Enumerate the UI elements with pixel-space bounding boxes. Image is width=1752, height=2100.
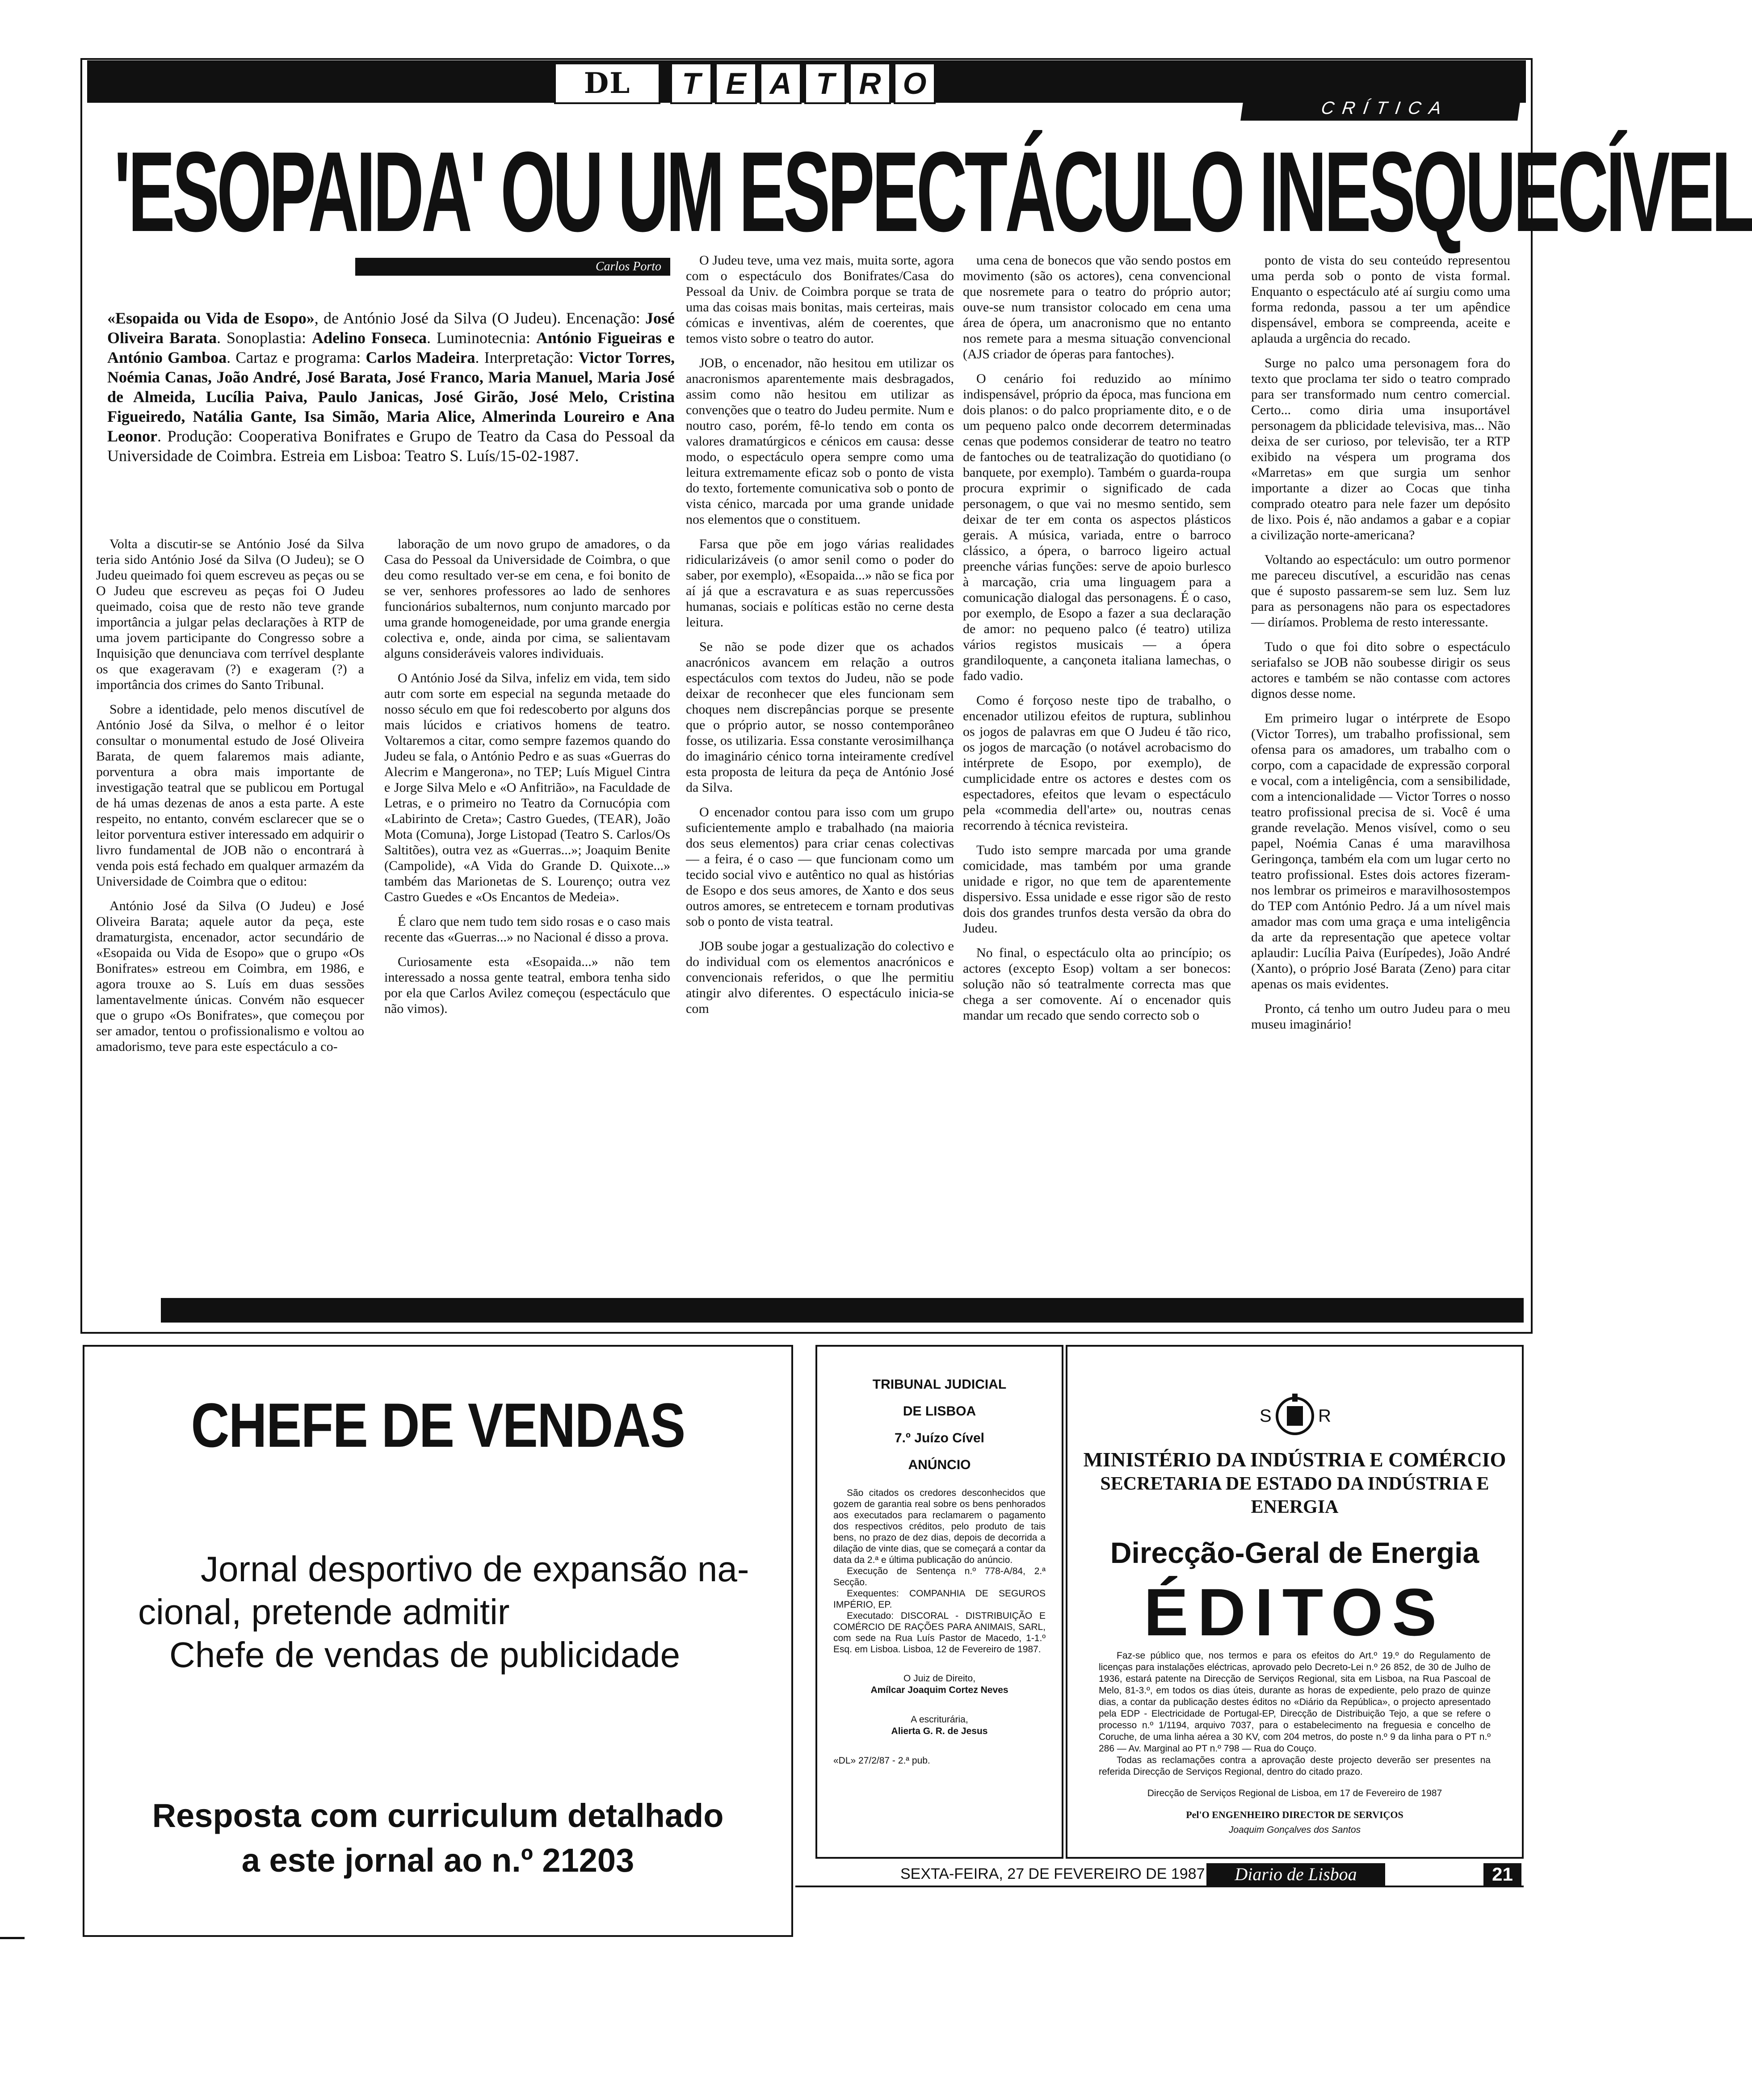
newspaper-logo: DL [554,63,660,104]
secretary-name: SECRETARIA DE ESTADO DA INDÚSTRIA E ENERGIA [1100,1474,1489,1517]
ad-line: Chefe de vendas de publicidade [169,1635,681,1675]
article-column-2 [384,536,670,1025]
edict-signature: Joaquim Gonçalves dos Santos [1228,1825,1361,1835]
notice-line: Exequentes: COMPANHIA DE SEGUROS IMPÉRIO, EP. [833,1588,1046,1610]
credits-text: . Luminotecnia: [427,329,536,347]
edge-mark [0,1937,25,1939]
coat-of-arms-icon [1273,1389,1317,1443]
paragraph: O António José da Silva, infeliz em vida, tem sido autr com sorte em especial na segunda metaade do nosso século em que foi redescoberto por alguns dos mais lúcidos e criativos homens de teatro. Voltaremos a citar, como sempre fazemos quando do Judeu se fala, o António Pedro e as suas «Guerras do Alecrim e Mangerona», no TEP; Luís Miguel Cintra e Jorge Silva Melo e «O Anfitrião», na Faculdade de Letras, e o primeiro no Teatro da Cornucópia com «Labirinto de Creta»; Castro Guedes, (TEAR), João Mota (Comuna), Jorge Listopad (Teatro S. Carlos/Os Saltitões), outra vez as «Guerras...»; Joaquim Benite (Campolide), «A Vida do Grande D. Quixote...» também das Marionetas de S. Lourenço; outra vez Castro Guedes e «Os Encantos de Medeia». [384,671,670,904]
coat-of-arms [1260,1387,1331,1445]
court-section: 7.º Juízo Cível [894,1431,985,1445]
footer-rule [795,1886,1524,1887]
section-letter: E [715,63,757,104]
paragraph: Tudo o que foi dito sobre o espectáculo seriafalso se JOB não soubesse dirigir os seus actores e também se não contasse com actores dignos desse nome. [1251,639,1510,701]
edict-text: Faz-se público que, nos termos e para os efeitos do Art.º 19.º do Regulamento de licenças para instalações eléctricas, aprovado pelo Decreto-Lei n.º 26 852, de 30 de Julho de 1936, estará patente na Direcção de Serviços Regional, sita em Lisboa, na Rua Pascoal de Melo, 81-3.º, em todos os dias úteis, durante as horas de expediente, pelo prazo de quinze dias, a contar da publicação destes éditos no «Diário da República», o projecto apresentado pela EDP - Electricidade de Portugal-EP, Direcção de Distribuição Tejo, a que se refere o processo n.º 1/1194, arquivo 7037, para o estabelecimento na freguesia e concelho de Coruche, de uma linha aérea a 30 KV, com 204 metros, do poste n.º 9 da linha para o PT n.º 286 — Av. Marginal ao PT n.º 798 — Rua do Couço. [1099,1651,1491,1754]
paragraph: É claro que nem tudo tem sido rosas e o caso mais recente das «Guerras...» no Nacional é disso a prova. [384,914,670,945]
paragraph: O cenário foi reduzido ao mínimo indispensável, próprio da época, mas funciona em dois planos: o do palco propriamente dito, e o de um pequeno palco onde decorrem determinadas cenas que podemos considerar de teatro no teatro de fantoches ou de teatralização do quotidiano (o banquete, por exemplo). Também o guarda-roupa procura exprimir o significado de cada personagem, o que vai no mesmo sentido, sem deixar de ter em conta os aspectos plásticos gerais. A música, variada, entre o barroco clássico, a ópera, o barroco ligeiro actual preenche várias funções: serve de apoio burlesco à marcação, cria uma linguagem para a comunicação dialogal das personagens. É o caso, por exemplo, de Esopo a fazer a sua declaração de amor: no pequeno palco (é teatro) utiliza vários registos musicais — a ópera grandiloquente, a cançoneta italiana lamechas, o fado vadio. [963,371,1231,683]
section-letter: A [760,63,802,104]
credits-text: . Sonoplastia: [216,329,312,347]
byline: Carlos Porto [355,258,670,276]
credits-name: José Oliveira Barata [107,309,675,347]
credits-name: Victor Torres, Noémia Canas, João André, José Barata, José Franco, Maria Manuel, Maria José de Almeida, Lucília Paiva, Paulo Janicas, José Girão, José Melo, Cristina Figueiredo, Natália Gante, Isa Simão, Maria Alice, Almerinda Loureiro e Ana Leonor [107,349,675,445]
ad-line: cional, pretende admitir [138,1592,510,1632]
edict-date: Direcção de Serviços Regional de Lisboa, em 17 de Fevereiro de 1987 [1147,1788,1442,1798]
court-name: TRIBUNAL JUDICIAL [872,1377,1007,1392]
credits-name: Carlos Madeira [366,349,475,366]
paragraph: uma cena de bonecos que vão sendo postos em movimento (são os actores), cena convencional que nosremete para o teatro do próprio autor; ouve-se num transistor colocado em cena uma área de ópera, um anacronismo que no entanto nos remete para a mesma situação convencional (AJS criador de óperas para fantoches). [963,253,1231,361]
article-column-5 [1251,252,1510,1041]
edict-text: Todas as reclamações contra a aprovação deste projecto deverão ser presentes na referida Direcção de Serviços Regional, dentro do citado prazo. [1099,1755,1491,1777]
credits-text: , de António José da Silva (O Judeu). Encenação: [314,309,646,327]
notice-body: São citados os credores desconhecidos que gozem de garantia real sobre os bens penhorados aos executados para reclamarem o pagamento dos respectivos créditos, pelo produto de tais bens, no prazo de dez dias, depois de decorrida a dilação de vinte dias, que se começará a contar da data da 2.ª e última publicação do anúncio. [833,1488,1046,1565]
court-notice [815,1345,1063,1859]
notice-line: Execução de Sentença n.º 778-A/84, 2.ª Secção. [833,1566,1046,1588]
article-bottom-rule [161,1298,1524,1323]
ad-body [138,1548,786,1676]
publication-ref: «DL» 27/2/87 - 2.ª pub. [833,1756,930,1766]
paragraph: JOB soube jogar a gestualização do colectivo e do individual com os elementos anacrónicos e convencionais referidos, o que lhe permitiu atingir alvo diferentes. O espectáculo inicia-se com [686,939,954,1016]
ad-line: Jornal desportivo de expansão na- [201,1549,749,1589]
arms-letter: S [1260,1406,1272,1426]
directorate-name: Direcção-Geral de Energia [1110,1536,1479,1569]
section-letter: O [894,63,936,104]
arms-letter: R [1318,1406,1331,1426]
paragraph: Volta a discutir-se se António José da Silva teria sido António José da Silva (O Judeu); se O Judeu queimado foi quem escreveu as peças ou se O Judeu que escreveu as peças foi O Judeu queimado, coisa que de resto não teve grande importância a julgar pelas declarações à RTP de uma jovem participante do Congresso sobre a Inquisição que denunciava com terrível desplante os que exageravam (?) e exageram (?) a importância dos crimes do Santo Tribunal. [96,537,364,692]
paragraph: O Judeu teve, uma vez mais, muita sorte, agora com o espectáculo dos Bonifrates/Casa do Pessoal da Univ. de Coimbra porque se trata de uma das coisas mais bonitas, mais certeiras, mais cómicas e inventivas, além de coerentes, que temos visto sobre o teatro do autor. [686,253,954,346]
judge-name: Amílcar Joaquim Cortez Neves [870,1685,1008,1695]
clerk-title: A escriturária, [911,1714,968,1725]
court-city: DE LISBOA [903,1404,976,1419]
paragraph: Pronto, cá tenho um outro Judeu para o meu museu imaginário! [1251,1001,1510,1032]
edict-signature-title: Pel'O ENGENHEIRO DIRECTOR DE SERVIÇOS [1186,1809,1403,1820]
ad-reply-number: a este jornal ao n.º 21203 [241,1842,634,1879]
paragraph: Em primeiro lugar o intérprete de Esopo (Victor Torres), um trabalho profissional, sem ofensa para os amadores, um trabalho com o corpo, com a capacidade de expressão corporal e vocal, com a inteligência, com a sensibilidade, com a intencionalidade — Victor Torres o nosso teatro profissional precisa de si. Você é uma grande revelação. Menos visível, como o seu papel, Noémia Canas é uma maravilhosa Geringonça, também ela com um lugar certo no teatro profissional. Estes dois actores fizeram-nos lembrar os primeiros e maravilhosostempos do TEP com António Pedro. Já a um nível mais amador mas com uma graça e uma inteligência da arte da representação que apetece voltar aplaudir: Lucília Paiva (Eurípedes), João André (Xanto), o próprio José Barata (Zeno) para citar apenas os mais evidentes. [1251,711,1510,991]
critica-tag: CRÍTICA [1240,96,1521,121]
paragraph: Se não se pode dizer que os achados anacrónicos avancem em relação a outros espectáculos com textos do Judeu, não se pode deixar de reconhecer que eles funcionam sem choques nem discrepâncias porque se presente que o próprio autor, se nosso contemporâneo fosse, os utilizaria. Essa constante verosimilhança do imaginário cénico torna inteiramente credível esta proposta de leitura da peça de António José da Silva. [686,639,954,795]
ad-footer [84,1793,791,1883]
article-column-3 [686,252,954,1025]
paragraph: Curiosamente esta «Esopaida...» não tem interessado a nossa gente teatral, embora tenha sido por ela que Carlos Avilez começou (espectáculo que não vimos). [384,954,670,1016]
section-letter: R [849,63,891,104]
paragraph: JOB, o encenador, não hesitou em utilizar os anacronismos aparentemente mais desbragados, assim como não hesitou em utilizar as convenções que o teatro do Judeu permite. Num e noutro caso, porém, fê-lo tendo em conta os valores dramatúrgicos e cénicos em causa: desse modo, o espectáculo opera sempre como uma leitura extremamente eficaz sob o ponto de vista do texto, fortemente comunicativa sob o ponto de vista cénico, marcada por uma grande unidade nos elementos que o constituem. [686,356,954,527]
paragraph: ponto de vista do seu conteúdo representou uma perda sob o ponto de vista formal. Enquanto o espectáculo até aí surgiu como uma forma redonda, passou a ter um apêndice dispensável, embora se compreenda, aceite e aplauda a urgência do recado. [1251,253,1510,346]
judge-title: O Juiz de Direito, [903,1673,976,1684]
paragraph: No final, o espectáculo olta ao princípio; os actores (excepto Esop) voltam a ser bonecos: solução não só teatralmente correcta mas que chega a ser comovente. Aí o encenador quis mandar um recado que sendo correcto sob o [963,945,1231,1023]
paragraph: Farsa que põe em jogo várias realidades ridicularizáveis (o amor senil como o poder do saber, por exemplo), «Esopaida...» não se fica por aí já que a escravatura e as suas repercussões humanas, sociais e políticas estão no cerne desta leitura. [686,537,954,630]
paragraph: Como é forçoso neste tipo de trabalho, o encenador utilizou efeitos de ruptura, sublinhou os jogos de palavras em que O Judeu é tão rico, os jogos de marcação (o notável acrobacismo do intérprete de Esopo, por exemplo), de cumplicidade entre os actores e destes com os espectadores, efeitos que levam o espectáculo pela «commedia dell'arte» ou, noutras cenas recorrendo à técnica revisteira. [963,693,1231,833]
ad-title: CHEFE DE VENDAS [191,1390,685,1460]
credits-name: António Figueiras e António Gamboa [107,329,675,366]
credits-text: . Produção: Cooperativa Bonifrates e Grupo de Teatro da Casa do Pessoal da Universidade de Coimbra. Estreia em Lisboa: Teatro S. Luís/15-02-1987. [107,427,675,465]
ad-reply-line: Resposta com curriculum detalhado [152,1797,724,1834]
clerk-name: Alierta G. R. de Jesus [891,1726,988,1736]
article-column-4 [963,252,1231,1032]
page-number: 21 [1483,1863,1521,1886]
notice-line: Executado: DISCORAL - DISTRIBUIÇÃO E COMÉRCIO DE RAÇÕES PARA ANIMAIS, SARL, com sede na Rua Luís Pastor de Macedo, 1-1.º Esq. em Lisboa. Lisboa, 12 de Fevereiro de 1987. [833,1611,1046,1655]
credits-text: . Cartaz e programa: [227,349,366,366]
paragraph: Surge no palco uma personagem fora do texto que proclama ter sido o teatro comprado para ser transformado num centro comercial. Certo... como diria uma insuportável personagem da pblicidade televisiva, mas... Não deixa de ser curioso, por televisão, ter a RTP exibido na véspera um programa dos «Marretas» em que surgia um senhor importante a dizer ao Cocas que tinha comprado oteatro para nele fazer um depósito de lixo. Pois é, não andamos a gabar e a copiar a civilização norte-americana? [1251,356,1510,542]
section-title [670,63,938,104]
paragraph: laboração de um novo grupo de amadores, o da Casa do Pessoal da Universidade de Coimbra, o que deu como resultado ver-se em cena, e foi bonito de se ver, senhores professores ao lado de senhores funcionários subalternos, num conjunto marcado por uma grande homogeneidade, por uma grande energia colectiva e, onde, ainda por cima, se salientavam alguns consideráveis valores individuais. [384,537,670,661]
edict-notice [1066,1345,1524,1859]
edict-title: ÉDITOS [1143,1575,1446,1650]
sales-manager-ad [83,1345,793,1937]
ministry-name: MINISTÉRIO DA INDÚSTRIA E COMÉRCIO [1083,1448,1506,1471]
paragraph: Tudo isto sempre marcada por uma grande comicidade, mas também por uma grande unidade e rigor, no que tem de aparentemente dispersivo. Essa unidade e esse rigor são de resto dois dos grandes trunfos desta versão da obra do Judeu. [963,843,1231,936]
play-title: «Esopaida ou Vida de Esopo» [107,309,315,327]
notice-type: ANÚNCIO [908,1457,971,1472]
paragraph: António José da Silva (O Judeu) e José Oliveira Barata; aquele autor da peça, este dramaturgista, encenador, actor secundário de «Esopaida ou Vida de Esopo» que o grupo «Os Bonifrates» estreou em Coimbra, em 1986, e agora trouxe ao S. Luís em duas sessões lamentavelmente únicas. Convém não esquecer que o grupo «Os Bonifrates», que começou por ser amador, tentou o profissionalismo e voltou ao amadorismo, teve para este espectáculo a co- [96,899,364,1054]
section-letter: T [670,63,712,104]
masthead: Diario de Lisboa [1206,1863,1385,1886]
credits-name: Adelino Fonseca [312,329,427,347]
production-credits [107,308,675,466]
article-column-1 [96,536,364,1063]
article-headline: 'ESOPAIDA' OU UM ESPECTÁCULO INESQUECÍVEL [114,128,1752,256]
paragraph: O encenador contou para isso com um grupo suficientemente amplo e trabalhado (na maioria dos seus elementos) para criar cenas colectivas — a feira, é o caso — que funcionam como um tecido social vivo e autêntico no qual as histórias de Esopo e dos seus amores, de Xanto e dos seus outros amores, se entretecem e tornam produtivas sob o ponto de vista teatral. [686,805,954,929]
paragraph: Voltando ao espectáculo: um outro pormenor me pareceu discutível, a escuridão nas cenas que é suposto passarem-se sem luz. Sem luz para as personagens não para os espectadores — diríamos. Problema de resto interessante. [1251,552,1510,630]
court-heading [817,1371,1062,1478]
paragraph: Sobre a identidade, pelo menos discutível de António José da Silva, o melhor é o leitor consultar o monumental estudo de José Oliveira Barata, de quem falaremos mais adiante, porventura a obra mais importante de investigação teatral que se publicou em Portugal de há umas dezenas de anos a esta parte. A este respeito, no entanto, convém esclarecer que se o leitor porventura estiver interessado em adquirir o livro fundamental de JOB não o encontrará à venda pois está fechado em qualquer armazém da Universidade de Coimbra que o editou: [96,702,364,889]
credits-text: . Interpretação: [475,349,579,366]
issue-date: SEXTA-FEIRA, 27 DE FEVEREIRO DE 1987 [900,1865,1205,1882]
section-letter: T [804,63,846,104]
